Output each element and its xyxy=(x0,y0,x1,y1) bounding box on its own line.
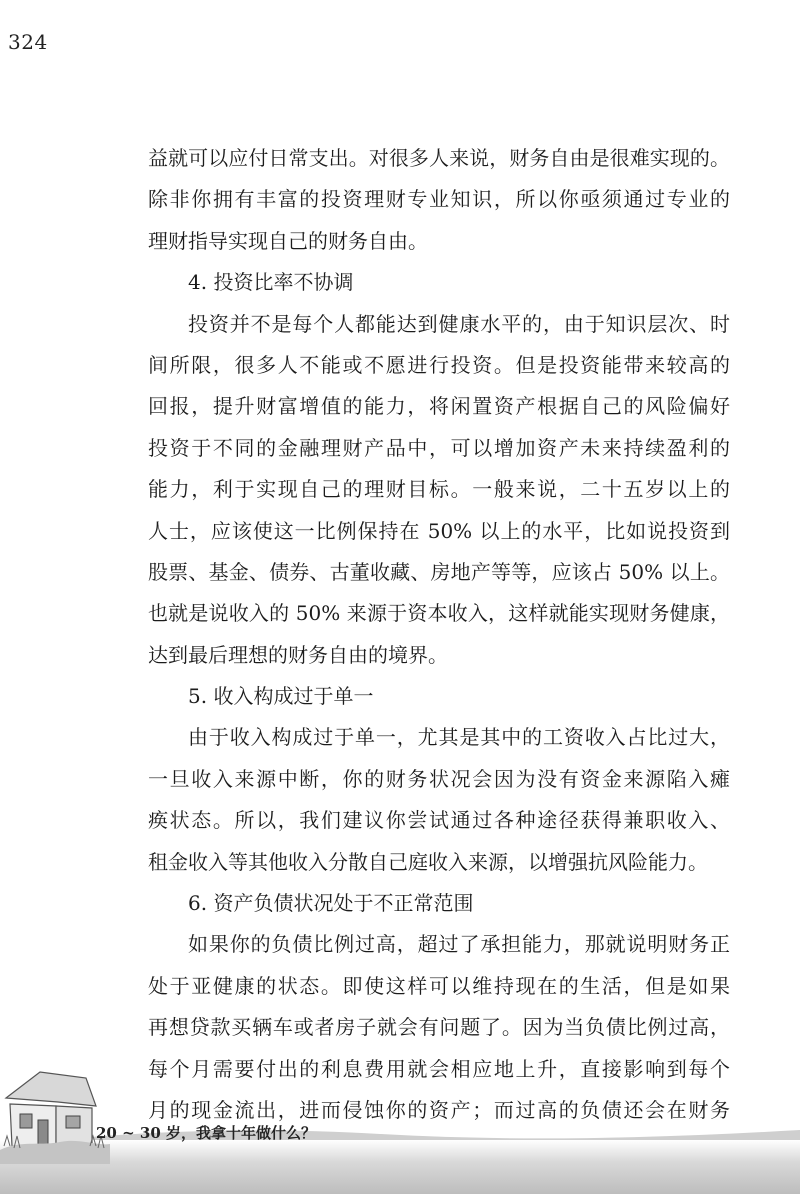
text-line: 达到最后理想的财务自由的境界。 xyxy=(148,642,448,667)
section-heading: 5. 收入构成过于单一 xyxy=(188,684,374,709)
text-line: 除非你拥有丰富的投资理财专业知识，所以你亟须通过专业的 xyxy=(148,187,730,212)
text-line: 痪状态。所以，我们建议你尝试通过各种途径获得兼职收入、 xyxy=(148,808,730,833)
text-line: 如果你的负债比例过高，超过了承担能力，那就说明财务正 xyxy=(188,932,730,957)
footer-strip xyxy=(0,1140,800,1194)
text-line: 投资并不是每个人都能达到健康水平的，由于知识层次、时 xyxy=(188,311,730,336)
text-line: 人士，应该使这一比例保持在 50% 以上的水平，比如说投资到 xyxy=(148,518,730,543)
text-line: 由于收入构成过于单一，尤其是其中的工资收入占比过大， xyxy=(188,725,730,750)
text-line: 租金收入等其他收入分散自己庭收入来源，以增强抗风险能力。 xyxy=(148,849,708,874)
body-text xyxy=(148,138,730,1173)
text-line: 间所限，很多人不能或不愿进行投资。但是投资能带来较高的 xyxy=(148,352,730,377)
text-line: 再想贷款买辆车或者房子就会有问题了。因为当负债比例过高， xyxy=(148,1015,730,1040)
text-line: 投资于不同的金融理财产品中，可以增加资产未来持续盈利的 xyxy=(148,435,730,460)
text-line: 能力，利于实现自己的理财目标。一般来说，二十五岁以上的 xyxy=(148,477,730,502)
text-line: 益就可以应付日常支出。对很多人来说，财务自由是很难实现的。 xyxy=(148,146,730,170)
text-line: 股票、基金、债券、古董收藏、房地产等等，应该占 50% 以上。 xyxy=(148,559,730,584)
text-line: 每个月需要付出的利息费用就会相应地上升，直接影响到每个 xyxy=(148,1056,730,1081)
text-line: 也就是说收入的 50% 来源于资本收入，这样就能实现财务健康， xyxy=(148,601,730,626)
page-number: 324 xyxy=(8,30,48,54)
text-line: 理财指导实现自己的财务自由。 xyxy=(148,228,428,253)
text-line: 回报，提升财富增值的能力，将闲置资产根据自己的风险偏好 xyxy=(148,394,730,419)
section-heading: 4. 投资比率不协调 xyxy=(188,270,354,295)
section-heading: 6. 资产负债状况处于不正常范围 xyxy=(188,891,474,916)
house-illustration xyxy=(0,1054,110,1164)
text-line: 一旦收入来源中断，你的财务状况会因为没有资金来源陷入瘫 xyxy=(148,766,730,791)
text-line: 处于亚健康的状态。即使这样可以维持现在的生活，但是如果 xyxy=(148,973,730,998)
footer-book-title: 20 ~ 30 岁，我拿十年做什么？ xyxy=(96,1124,316,1142)
text-line: 月的现金流出，进而侵蚀你的资产；而过高的负债还会在财务 xyxy=(148,1097,730,1122)
